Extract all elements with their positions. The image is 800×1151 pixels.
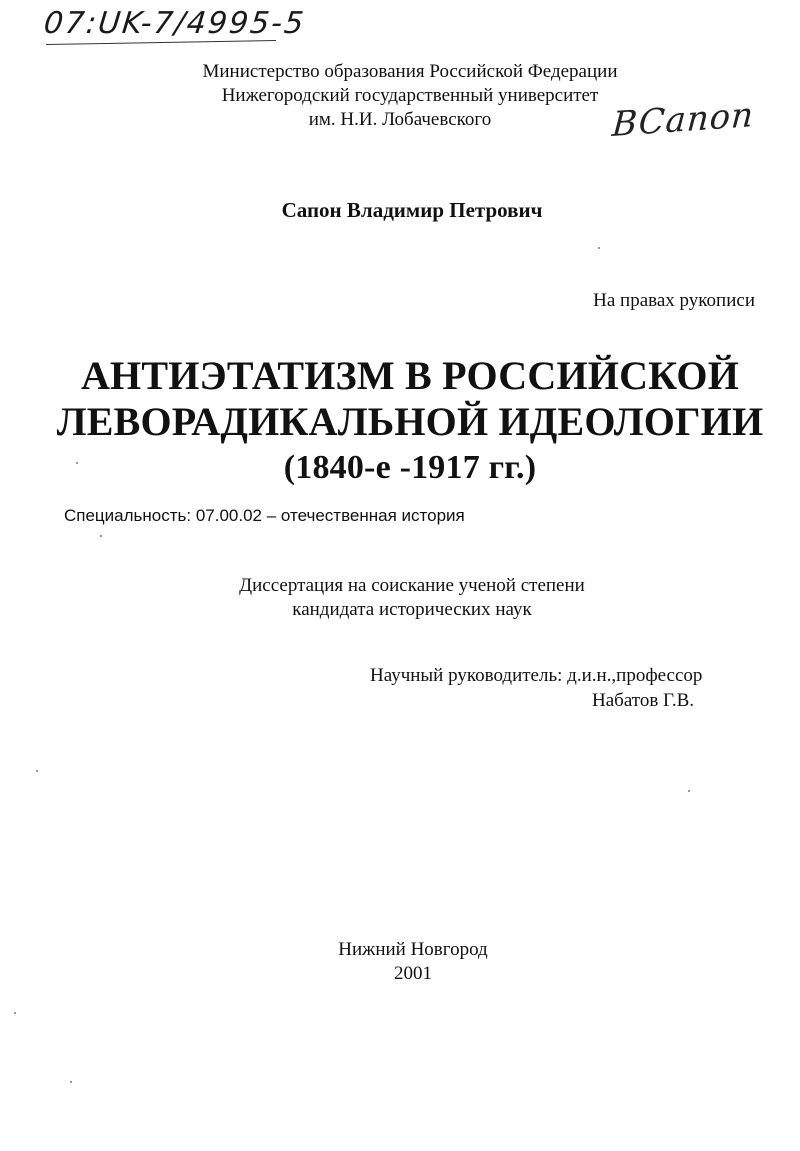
scan-speck <box>598 247 600 249</box>
publication-year: 2001 <box>394 963 432 984</box>
place-of-publication: Нижний Новгород <box>338 939 488 960</box>
scan-speck <box>36 770 38 772</box>
scan-speck <box>76 462 78 464</box>
university-name: Нижегородский государственный университет <box>221 85 599 106</box>
title-line-2: ЛЕВОРАДИКАЛЬНОЙ ИДЕОЛОГИИ <box>56 399 764 444</box>
handwritten-signature: BCanon <box>610 94 756 146</box>
rights-notice: На правах рукописи <box>593 290 755 311</box>
dissertation-line-2: кандидата исторических наук <box>292 599 532 620</box>
scan-speck <box>100 535 102 537</box>
scan-speck <box>688 790 690 792</box>
ministry-name: Министерство образования Российской Федерации <box>202 61 618 82</box>
scan-speck <box>14 1012 16 1014</box>
university-named-after: им. Н.И. Лобачевского <box>308 109 492 130</box>
supervisor-name: Набатов Г.В. <box>592 690 695 711</box>
handwritten-archive-code: 07:UK-7/4995-5 <box>42 6 308 41</box>
title-line-1: АНТИЭТАТИЗМ В РОССИЙСКОЙ <box>80 353 740 398</box>
title-line-3: (1840-е -1917 гг.) <box>283 449 537 486</box>
scan-speck <box>70 1081 72 1083</box>
specialty-line: Специальность: 07.00.02 – отечественная история <box>64 506 465 525</box>
supervisor-title: Научный руководитель: д.и.н.,профессор <box>370 665 703 686</box>
author-name: Сапон Владимир Петрович <box>281 198 543 222</box>
dissertation-line-1: Диссертация на соискание ученой степени <box>239 575 585 596</box>
